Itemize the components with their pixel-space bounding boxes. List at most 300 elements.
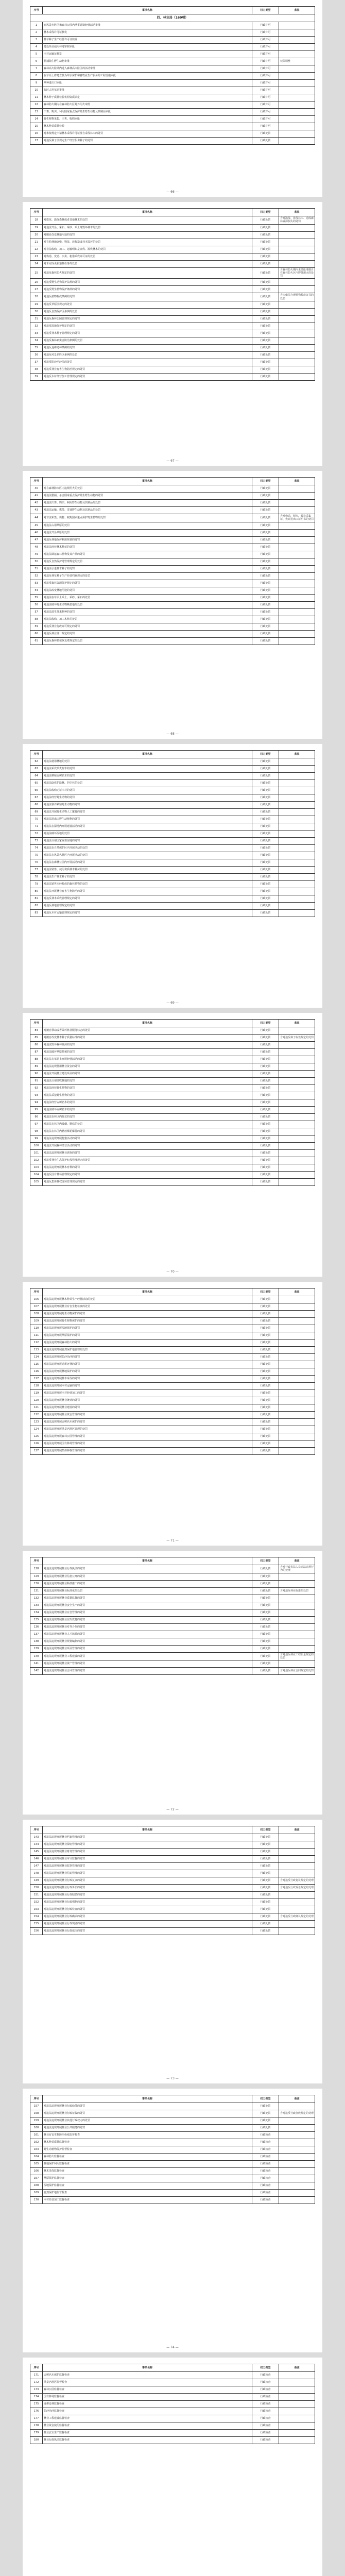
item-name: 对违反林业行政许可规定的处罚: [43, 623, 252, 630]
table-row: [30, 1573, 315, 1580]
row-number: 10: [30, 87, 43, 94]
table-row: [30, 536, 315, 544]
remark: [279, 1645, 315, 1652]
power-type: 行政处罚: [252, 1164, 279, 1172]
section-heading-row: [30, 14, 315, 22]
row-number: 154: [30, 1913, 43, 1921]
power-type: 行政处罚: [252, 308, 279, 315]
table-row: [30, 623, 315, 630]
item-name: 对违法违规开展林业人才培养的处罚: [43, 1631, 252, 1638]
power-type: 行政许可: [252, 37, 279, 44]
power-type: 行政处罚: [252, 1172, 279, 1179]
table-row: [30, 1340, 315, 1347]
remark: [279, 246, 315, 253]
table-row: [30, 116, 315, 123]
row-number: 138: [30, 1638, 43, 1645]
item-name: 对违法违规开展林业行政给付的处罚: [43, 2103, 252, 2110]
power-type: 行政处罚: [252, 279, 279, 286]
table-row: [30, 1426, 315, 1433]
remark: [279, 809, 315, 816]
remark: [279, 766, 315, 773]
column-header: 备注: [279, 209, 315, 216]
table-header-row: [30, 751, 315, 758]
table-row: [30, 1347, 315, 1354]
remark: [279, 580, 315, 587]
table-row: [30, 802, 315, 809]
power-type: 行政处罚: [252, 1440, 279, 1448]
table-row: [30, 1361, 315, 1368]
table-row: [30, 1660, 315, 1668]
table-header-row: [30, 1289, 315, 1296]
remark: [279, 852, 315, 859]
power-type: 行政处罚: [252, 1042, 279, 1049]
item-name: 对违法在草原上开展经营活动的处罚: [43, 1056, 252, 1063]
power-type: 行政处罚: [252, 1404, 279, 1412]
row-number: 47: [30, 536, 43, 544]
row-number: 42: [30, 500, 43, 507]
power-type: 行政处罚: [252, 1426, 279, 1433]
power-type: 行政许可: [252, 58, 279, 65]
power-type: 行政检查: [252, 2415, 279, 2422]
remark: [279, 337, 315, 344]
remark: [279, 1172, 315, 1179]
remark: [279, 1390, 315, 1397]
item-name: 对违法移植古树名木的处罚: [43, 773, 252, 780]
table-row: [30, 2401, 315, 2408]
remark: [279, 1412, 315, 1419]
item-name: 退耕还林监督检查: [43, 2401, 252, 2408]
table-row: [30, 2394, 315, 2401]
table-row: [30, 2408, 315, 2415]
item-name: 对违法生产林木种子的处罚: [43, 874, 252, 881]
power-type: 行政处罚: [252, 253, 279, 260]
row-number: 110: [30, 1325, 43, 1332]
power-type: 行政处罚: [252, 1645, 279, 1652]
item-name: 对违法违规开展林业行政确认的处罚: [43, 1913, 252, 1921]
item-name: 对违法引进林木种子的处罚: [43, 565, 252, 572]
row-number: 41: [30, 493, 43, 500]
remark: [279, 37, 315, 44]
item-name: 对擅自移动或者毁坏林业服务标志的处罚: [43, 1027, 252, 1035]
row-number: 126: [30, 1440, 43, 1448]
remark: 含森林防火期内未经批准擅自在森林防火区内野外用火的处罚: [279, 267, 315, 279]
remark: [279, 1042, 315, 1049]
row-number: 62: [30, 758, 43, 766]
table-row: [30, 867, 315, 874]
power-type: 行政处罚: [252, 239, 279, 246]
table-row: [30, 1143, 315, 1150]
remark: [279, 594, 315, 601]
power-type: 行政处罚: [252, 536, 279, 544]
column-header: 权力类型: [252, 1826, 279, 1834]
remark: 含对违反林业标准的处罚: [279, 1587, 315, 1595]
row-number: 179: [30, 2430, 43, 2437]
row-number: 129: [30, 1573, 43, 1580]
table-row: [30, 323, 315, 330]
table-row: [30, 1136, 315, 1143]
table-row: [30, 246, 315, 253]
table-row: [30, 1114, 315, 1121]
table-row: [30, 1652, 315, 1660]
power-type: 行政处罚: [252, 366, 279, 373]
power-type: 行政处罚: [252, 910, 279, 917]
table-row: [30, 1913, 315, 1921]
table-row: [30, 485, 315, 493]
table-row: [30, 859, 315, 867]
remark: [279, 1121, 315, 1128]
table-row: [30, 224, 315, 231]
table-row: [30, 373, 315, 380]
table-row: [30, 816, 315, 823]
row-number: 146: [30, 1856, 43, 1863]
item-name: 对违法违规开展林业其他行政权力的处罚: [43, 2117, 252, 2125]
row-number: 17: [30, 138, 43, 145]
power-type: 行政处罚: [252, 587, 279, 594]
power-type: 行政处罚: [252, 224, 279, 231]
table-row: [30, 1121, 315, 1128]
item-name: 对违法在自然保护区内开展活动的处罚: [43, 845, 252, 852]
power-type: 行政处罚: [252, 1580, 279, 1587]
table-row: [30, 87, 315, 94]
column-header: 序号: [30, 751, 43, 758]
item-name: 对违法违规开展林业统计的处罚: [43, 1397, 252, 1404]
table-header-row: [30, 2364, 315, 2372]
row-number: 180: [30, 2437, 43, 2444]
power-type: 行政处罚: [252, 859, 279, 867]
remark: [279, 1114, 315, 1121]
row-number: 125: [30, 1433, 43, 1440]
item-name: 森林防火监督检查: [43, 2154, 252, 2161]
power-type: 行政处罚: [252, 794, 279, 802]
remark: [279, 867, 315, 874]
remark: [279, 2394, 315, 2401]
row-number: 168: [30, 2182, 43, 2190]
table-row: [30, 22, 315, 29]
remark: [279, 845, 315, 852]
item-name: 对违法违规开展林业标准化的处罚: [43, 1587, 252, 1595]
table-row: [30, 1440, 315, 1448]
power-type: 行政检查: [252, 2437, 279, 2444]
item-name: 对违反退耕还林条例的处罚: [43, 344, 252, 351]
item-name: 对违反森林病虫害防治条例的处罚: [43, 337, 252, 344]
table-row: [30, 1056, 315, 1063]
power-type: 行政许可: [252, 116, 279, 123]
row-number: 18: [30, 216, 43, 225]
item-name: 对违反植物检疫条例的处罚: [43, 293, 252, 301]
power-type: 行政处罚: [252, 1849, 279, 1856]
power-type: 行政处罚: [252, 809, 279, 816]
row-number: 175: [30, 2401, 43, 2408]
table-row: [30, 1049, 315, 1056]
table-row: [30, 507, 315, 514]
row-number: 12: [30, 101, 43, 109]
remark: [279, 44, 315, 51]
remark: [279, 253, 315, 260]
power-type: 行政处罚: [252, 1143, 279, 1150]
item-name: 对违法违规开展防沙治沙的处罚: [43, 1354, 252, 1361]
row-number: 73: [30, 838, 43, 845]
power-type: 行政许可: [252, 51, 279, 58]
power-type: 行政处罚: [252, 260, 279, 267]
table-header-row: [30, 1020, 315, 1027]
remark: [279, 2117, 315, 2125]
remark: [279, 1027, 315, 1035]
remark: [279, 1368, 315, 1376]
table-row: [30, 2197, 315, 2204]
remark: [279, 616, 315, 623]
row-number: 152: [30, 1899, 43, 1906]
row-number: 45: [30, 522, 43, 529]
row-number: 52: [30, 572, 43, 580]
remark: [279, 1595, 315, 1602]
table-row: [30, 1631, 315, 1638]
row-number: 44: [30, 514, 43, 522]
table-row: [30, 2422, 315, 2430]
item-name: 对在森林防火区内违规用火的处罚: [43, 485, 252, 493]
column-header: 事项名称: [43, 751, 252, 758]
table-row: [30, 838, 315, 845]
power-type: 行政处罚: [252, 1602, 279, 1609]
table-row: [30, 138, 315, 145]
page-number: — 66 —: [166, 190, 179, 194]
remark: [279, 373, 315, 380]
remark: [279, 101, 315, 109]
table-row: [30, 1892, 315, 1899]
table-row: [30, 1085, 315, 1092]
table-row: [30, 1071, 315, 1078]
power-type: 行政处罚: [252, 852, 279, 859]
remark: [279, 1433, 315, 1440]
row-number: 71: [30, 823, 43, 831]
table-row: [30, 766, 315, 773]
row-number: 79: [30, 881, 43, 888]
remark: [279, 802, 315, 809]
column-header: 事项名称: [43, 2364, 252, 2372]
power-type: 行政处罚: [252, 1834, 279, 1841]
document-page: [23, 1551, 322, 1815]
item-name: 对违法销售未经检疫的森林植物的处罚: [43, 881, 252, 888]
item-name: 出售、购买、利用国家重点保护陆生野生动物及其制品审批: [43, 109, 252, 116]
item-name: 对违法违规开展森林公园管理的处罚: [43, 1433, 252, 1440]
item-name: 对违法违规开展林业行政强制的处罚: [43, 1899, 252, 1906]
power-type: 行政检查: [252, 2197, 279, 2204]
item-name: 对违法采挖野生植物的处罚: [43, 1092, 252, 1099]
table-row: [30, 601, 315, 608]
row-number: 90: [30, 1071, 43, 1078]
power-type: 行政许可: [252, 44, 279, 51]
table-row: [30, 2430, 315, 2437]
remark: [279, 1303, 315, 1311]
table-row: [30, 2168, 315, 2175]
remark: [279, 888, 315, 895]
row-number: 86: [30, 1042, 43, 1049]
power-type: 行政处罚: [252, 630, 279, 637]
table-row: [30, 1870, 315, 1877]
row-number: 83: [30, 910, 43, 917]
remark: [279, 903, 315, 910]
power-type: 行政检查: [252, 2182, 279, 2190]
item-name: 对违法占用草原的处罚: [43, 522, 252, 529]
items-table: [30, 1557, 315, 1675]
table-row: [30, 2132, 315, 2139]
power-type: 行政处罚: [252, 616, 279, 623]
remark: [279, 1179, 315, 1186]
item-name: 对违法在森林公园内开展活动的处罚: [43, 859, 252, 867]
item-name: 对违法违规开展风景名胜区管理的处罚: [43, 1426, 252, 1433]
item-name: 对违法出售、购买、利用野生动物及其制品的处罚: [43, 500, 252, 507]
column-header: 备注: [279, 1020, 315, 1027]
power-type: 行政处罚: [252, 1136, 279, 1143]
power-type: 行政处罚: [252, 1870, 279, 1877]
table-row: [30, 1318, 315, 1325]
remark: [279, 2161, 315, 2168]
table-row: [30, 2182, 315, 2190]
table-row: [30, 260, 315, 267]
column-header: 事项名称: [43, 1020, 252, 1027]
item-name: 建设项目使用林地审核审批: [43, 44, 252, 51]
row-number: 24: [30, 260, 43, 267]
row-number: 120: [30, 1397, 43, 1404]
row-number: 145: [30, 1849, 43, 1856]
column-header: 序号: [30, 7, 43, 14]
row-number: 96: [30, 1114, 43, 1121]
power-type: 行政许可: [252, 101, 279, 109]
row-number: 160: [30, 2125, 43, 2132]
power-type: 行政处罚: [252, 1303, 279, 1311]
table-row: [30, 831, 315, 838]
column-header: 序号: [30, 1289, 43, 1296]
power-type: 行政处罚: [252, 1587, 279, 1595]
remark: [279, 773, 315, 780]
remark: [279, 231, 315, 239]
row-number: 76: [30, 859, 43, 867]
power-type: 行政检查: [252, 2154, 279, 2161]
row-number: 40: [30, 485, 43, 493]
item-name: 对违法进出口野生动植物的处罚: [43, 816, 252, 823]
column-header: 备注: [279, 2095, 315, 2103]
document-page: [23, 1013, 322, 1277]
power-type: 行政处罚: [252, 1063, 279, 1071]
table-row: [30, 1565, 315, 1573]
item-name: 对违法违规开展林业行政赔偿的处罚: [43, 1892, 252, 1899]
power-type: 行政处罚: [252, 231, 279, 239]
remark: [279, 1863, 315, 1870]
row-number: 14: [30, 116, 43, 123]
item-name: 对违法破坏湿地的处罚: [43, 831, 252, 838]
power-type: 行政处罚: [252, 267, 279, 279]
row-number: 128: [30, 1565, 43, 1573]
row-number: 19: [30, 224, 43, 231]
remark: [279, 831, 315, 838]
row-number: 142: [30, 1668, 43, 1675]
document-page: [23, 2089, 322, 2352]
item-name: 对违法违规开展林业对外合作的处罚: [43, 1623, 252, 1631]
remark: [279, 1107, 315, 1114]
item-name: 对违法违规开展林业质量监督的处罚: [43, 1595, 252, 1602]
remark: [279, 630, 315, 637]
remark: [279, 1921, 315, 1928]
remark: [279, 1361, 315, 1368]
table-row: [30, 780, 315, 787]
page-number: — 70 —: [166, 1270, 179, 1274]
remark: [279, 65, 315, 73]
item-name: 对违法改变林地用途的处罚: [43, 587, 252, 594]
table-row: [30, 888, 315, 895]
table-row: [30, 493, 315, 500]
power-type: 行政处罚: [252, 572, 279, 580]
remark: [279, 130, 315, 138]
item-name: 对违法违规开展狩猎活动的处罚: [43, 1136, 252, 1143]
table-row: [30, 1027, 315, 1035]
table-header-row: [30, 7, 315, 14]
row-number: 177: [30, 2415, 43, 2422]
column-header: 权力类型: [252, 1557, 279, 1565]
item-name: 对违反林草种子生产经营档案规定的处罚: [43, 572, 252, 580]
table-row: [30, 216, 315, 225]
table-row: [30, 44, 315, 51]
items-table: [30, 2364, 315, 2444]
power-type: 行政许可: [252, 87, 279, 94]
item-name: 对违反野生动物保护法规的处罚: [43, 279, 252, 286]
item-name: 对违法违规开展林业建设的处罚: [43, 1404, 252, 1412]
remark: [279, 558, 315, 565]
power-type: 行政许可: [252, 73, 279, 80]
row-number: 30: [30, 308, 43, 315]
row-number: 2: [30, 29, 43, 37]
remark: [279, 1906, 315, 1913]
row-number: 22: [30, 246, 43, 253]
remark: [279, 1660, 315, 1668]
row-number: 167: [30, 2175, 43, 2182]
remark: [279, 1332, 315, 1340]
item-name: 草原保护监督检查: [43, 2175, 252, 2182]
table-row: [30, 522, 315, 529]
remark: [279, 2372, 315, 2379]
remark: [279, 1354, 315, 1361]
table-row: [30, 2415, 315, 2422]
row-number: 37: [30, 359, 43, 366]
table-row: [30, 1035, 315, 1042]
row-number: 114: [30, 1354, 43, 1361]
power-type: 行政处罚: [252, 565, 279, 572]
remark: [279, 22, 315, 29]
item-name: 对违法违规开展退耕还林的处罚: [43, 1361, 252, 1368]
item-name: 对违法经营古树名木的处罚: [43, 1099, 252, 1107]
item-name: 林业资金使用监督检查: [43, 2422, 252, 2430]
remark: [279, 1609, 315, 1616]
power-type: 行政处罚: [252, 315, 279, 323]
section-heading: 四、林业局（160项）: [30, 14, 315, 22]
items-table: [30, 750, 315, 917]
item-name: 对违反集体林权流转管理规定的处罚: [43, 1179, 252, 1186]
item-name: 对违法违规开展林业有害生物检疫的处罚: [43, 1303, 252, 1311]
row-number: 36: [30, 351, 43, 359]
power-type: 行政处罚: [252, 874, 279, 881]
remark: [279, 637, 315, 645]
row-number: 165: [30, 2161, 43, 2168]
item-name: 对违法破坏野生动物栖息地的处罚: [43, 601, 252, 608]
row-number: 82: [30, 903, 43, 910]
remark: [279, 87, 315, 94]
remark: [279, 1870, 315, 1877]
column-header: 权力类型: [252, 7, 279, 14]
column-header: 备注: [279, 2364, 315, 2372]
item-name: 对违法违规开展林业应急管理的处罚: [43, 1609, 252, 1616]
remark: [279, 2168, 315, 2175]
item-name: 对违法调运森林植物及其产品的处罚: [43, 551, 252, 558]
item-name: 对违法违规开展林业安全生产的处罚: [43, 1602, 252, 1609]
items-table: [30, 6, 315, 145]
